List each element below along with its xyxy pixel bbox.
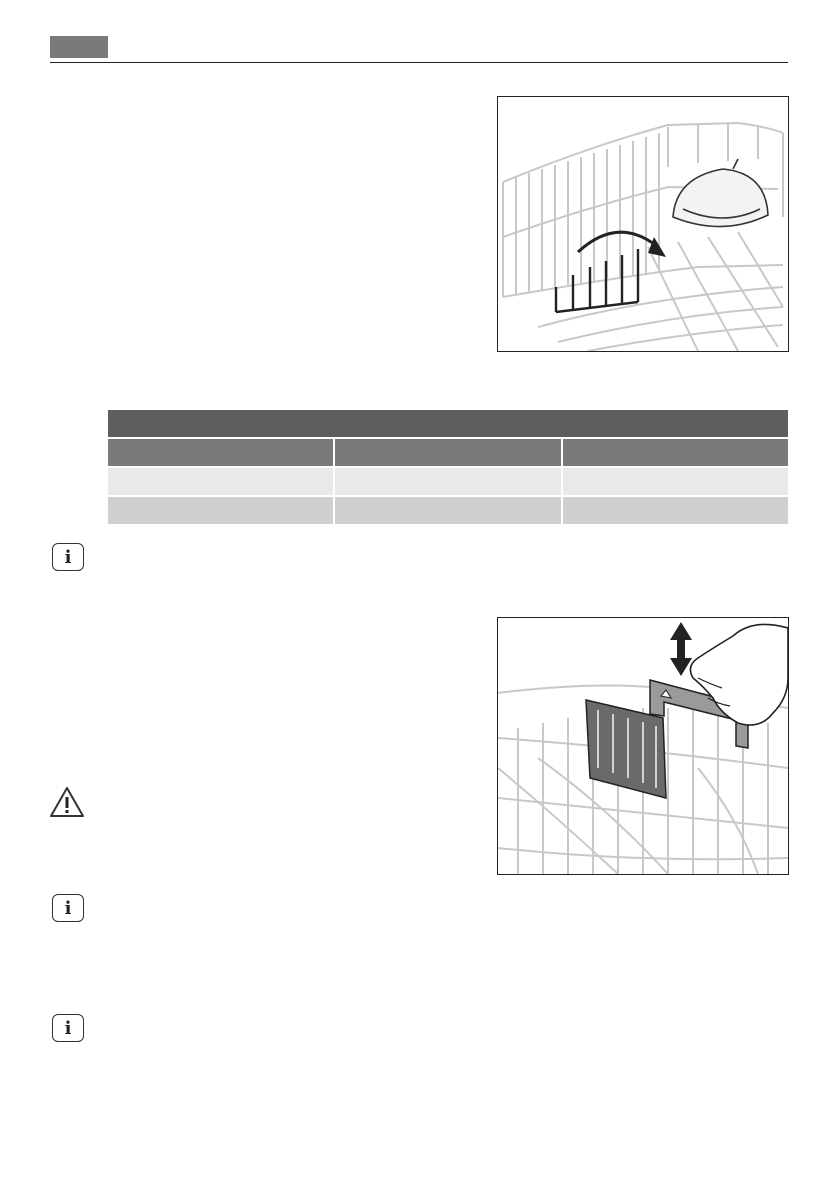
table-header-cell [335,439,560,466]
table-row [108,497,788,524]
table-cell [108,468,333,495]
height-table [108,410,788,526]
table-cell [563,497,788,524]
table-cell [563,468,788,495]
header-rule [50,62,788,63]
info-glyph: i [64,897,72,919]
rack-adjust-illustration [497,617,789,875]
table-cell [335,497,560,524]
info-glyph: i [64,1017,72,1039]
info-icon [52,894,84,922]
table-header-cell [108,439,333,466]
table-cell [335,468,560,495]
table-title-row [108,410,788,437]
rack-flap-illustration [497,96,789,352]
table-row [108,468,788,495]
table-header-row [108,439,788,466]
table-header-cell [563,439,788,466]
warning-icon [49,786,85,818]
rack-adjust-drawing [498,618,788,874]
header-tab [50,36,108,58]
table-cell [108,497,333,524]
rack-flap-drawing [498,97,788,351]
info-icon [52,1014,84,1042]
info-icon [52,543,84,571]
info-glyph: i [64,546,72,568]
